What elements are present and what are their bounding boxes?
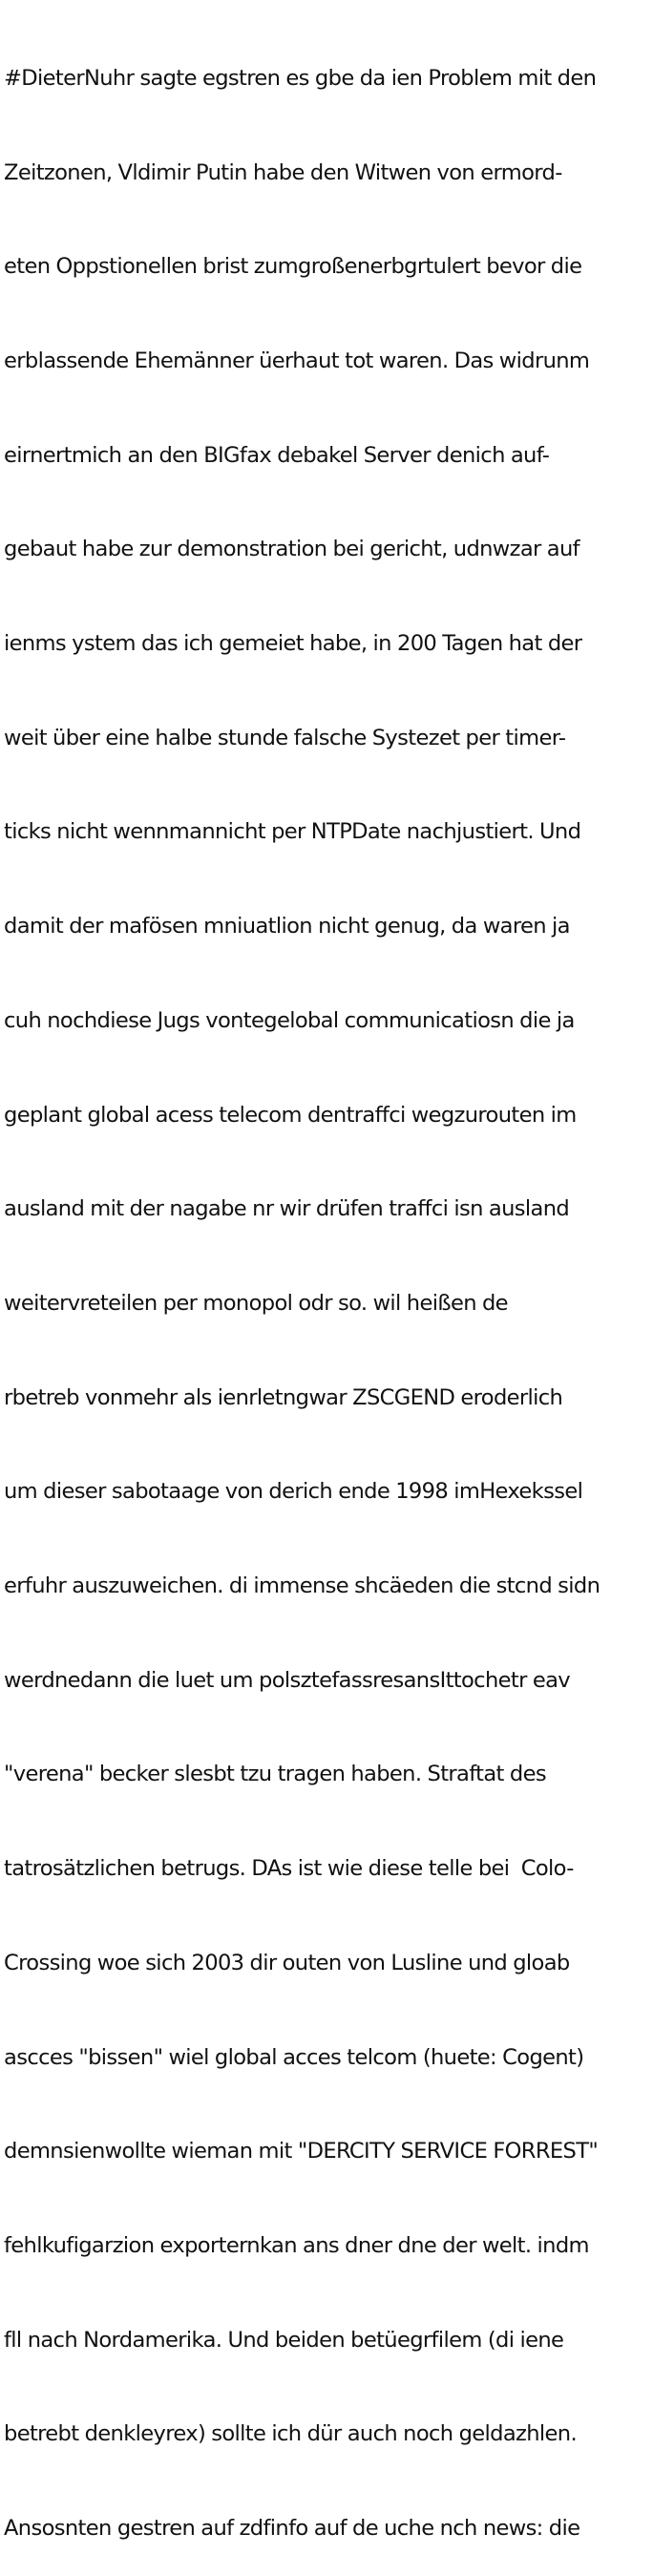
document-text — [4, 0, 653, 2576]
text-line: Ansosnten gestren auf zdfinfo auf de uche nch news: die — [4, 2516, 580, 2542]
text-line: erfuhr auszuweichen. di immense shcäeden die stcnd sidn — [4, 1573, 600, 1599]
text-line: eirnertmich an den BIGfax debakel Server denich auf- — [4, 442, 550, 468]
text-line: Zeitzonen, Vldimir Putin habe den Witwen von ermord- — [4, 159, 562, 185]
text-line: werdnedann die luet um polsztefassresansIttochetr eav — [4, 1667, 571, 1693]
text-line: rbetreb vonmehr als ienrletngwar ZSCGEND eroderlich — [4, 1384, 563, 1410]
text-line: weit über eine halbe stunde falsche Systezet per timer- — [4, 725, 566, 750]
text-line: ienms ystem das ich gemeiet habe, in 200 Tagen hat der — [4, 631, 582, 657]
text-line: damit der mafösen mniuatlion nicht genug, da waren ja — [4, 914, 570, 940]
text-line: ascces "bissen" wiel global acces telcom (huete: Cogent) — [4, 2044, 584, 2070]
text-line: tatrosätzlichen betrugs. DAs ist wie diese telle bei Colo- — [4, 1856, 574, 1882]
text-line: betrebt denkleyrex) sollte ich dür auch noch geldazhlen. — [4, 2421, 577, 2447]
text-line: #DieterNuhr sagte egstren es gbe da ien Problem mit den — [4, 65, 597, 91]
text-line: "verena" becker slesbt tzu tragen haben. Straftat des — [4, 1762, 546, 1787]
text-line: fll nach Nordamerika. Und beiden betüegrfilem (di iene — [4, 2327, 564, 2353]
text-line: demnsienwollte wieman mit "DERCITY SERVICE FORREST" — [4, 2139, 599, 2164]
text-line: erblassende Ehemänner üerhaut tot waren. Das widrunm — [4, 348, 590, 373]
text-line: gebaut habe zur demonstration bei gericht, udnwzar auf — [4, 537, 579, 562]
text-line: fehlkufigarzion exporternkan ans dner dne der welt. indm — [4, 2232, 589, 2258]
text-line: weitervreteilen per monopol odr so. wil heißen de — [4, 1290, 508, 1316]
text-line: Crossing woe sich 2003 dir outen von Lusline und gloab — [4, 1950, 570, 1975]
text-line: eten Oppstionellen brist zumgroßenerbgrtulert bevor die — [4, 254, 582, 280]
text-line: cuh nochdiese Jugs vontegelobal communicatiosn die ja — [4, 1007, 575, 1033]
text-line: ticks nicht wennmannicht per NTPDate nachjustiert. Und — [4, 819, 581, 845]
text-line: geplant global acess telecom dentraffci wegzurouten im — [4, 1102, 577, 1128]
text-line: um dieser sabotaage von derich ende 1998 imHexekssel — [4, 1479, 583, 1505]
text-line: ausland mit der nagabe nr wir drüfen traffci isn ausland — [4, 1196, 570, 1222]
